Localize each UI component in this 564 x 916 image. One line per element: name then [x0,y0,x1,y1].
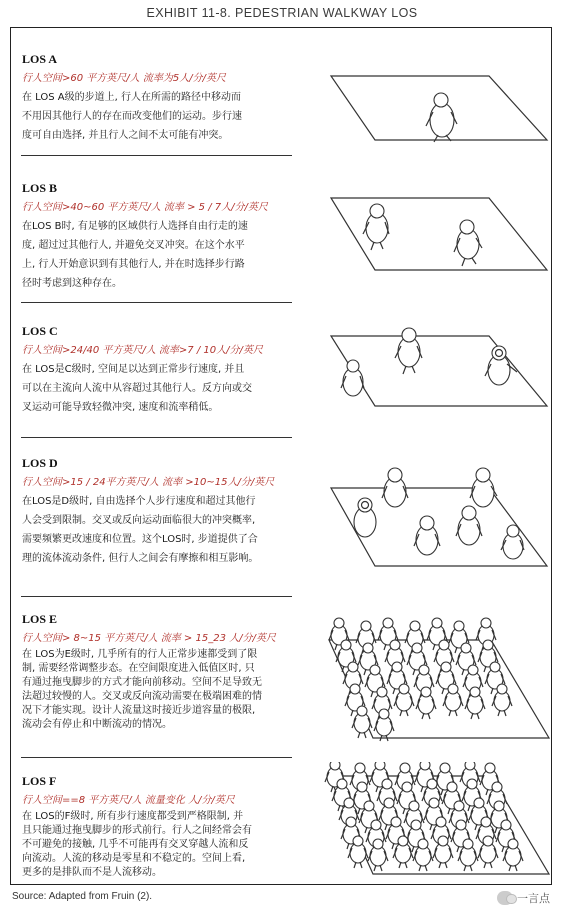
los-f-illustration [323,762,555,880]
section-divider [21,757,292,758]
desc-line: 有通过拖曳脚步的方式才能向前移动。空间不足导致无 [22,677,262,688]
los-description [22,360,302,417]
los-description [22,810,302,880]
desc-line: 理的流体流动条件, 但行人之间会有摩擦和相互影响。 [22,553,259,564]
desc-line: 可以在主流向人流中从容超过其他行人。反方向或交 [22,383,252,394]
chat-icon [497,891,513,905]
pedestrian-figure [354,498,376,537]
pedestrian-figure [454,220,482,266]
pedestrian-figure [382,468,408,507]
watermark-text: 一言点 [517,892,550,905]
section-divider [21,302,292,303]
pedestrian-figure [341,360,364,396]
los-description [22,492,302,568]
pedestrian-figure [470,468,497,507]
pedestrian-figure [363,204,389,250]
los-metric: 行人空间==8 平方英尺/人 流量变化 人/分/英尺 [22,795,235,806]
los-e-illustration [323,614,555,746]
section-divider [21,437,292,438]
exhibit-title: EXHIBIT 11-8. PEDESTRIAN WALKWAY LOS [146,6,418,20]
desc-line: 向流动。人流的移动是零星和不稳定的。空间上看, [22,853,246,864]
source-note: Source: Adapted from Fruin (2). [12,891,153,902]
desc-line: 人会受到限制。交叉或反向运动面临很大的冲突概率, [22,515,256,526]
desc-line: 在 LOS的F级时, 所有步行速度都受到严格限制, 并 [22,811,244,822]
desc-line: 在 LOS是C级时, 空间足以达到正常步行速度, 并且 [22,364,245,375]
los-heading: LOS B [22,181,58,195]
pedestrian-figure [416,687,436,719]
desc-line: 更多的是排队而不是人流移动。 [22,867,162,878]
desc-line: 度可自由选择, 并且行人之间不太可能有冲突。 [22,130,229,141]
los-heading: LOS F [22,774,57,788]
pedestrian-figure [414,516,440,555]
los-heading: LOS E [22,612,58,626]
desc-line: 需要频繁更改速度和位置。这个LOS时, 步道提供了合 [22,534,258,545]
desc-line: 不用因其他行人的存在而改变他们的运动。步行速 [22,111,242,122]
desc-line: 况下才能实现。设计人流量这时接近步道容量的极限, [22,705,256,716]
watermark [497,890,550,906]
walkway-surface [331,336,547,406]
los-metric: 行人空间>24/40 平方英尺/人 流率>7 / 10人/分/英尺 [22,345,263,356]
los-description [22,88,302,145]
los-heading: LOS A [22,52,58,66]
desc-line: 流动会有停止和中断流动的情况。 [22,719,172,730]
pedestrian-figure [456,506,482,545]
desc-line: 径时考虑到这种存在。 [22,278,122,289]
desc-line: 上, 行人开始意识到有其他行人, 并在时选择步行路 [22,259,245,270]
los-metric: 行人空间> 8~15 平方英尺/人 流率 > 15_23 人/分/英尺 [22,633,276,644]
pedestrian-figure [465,687,485,719]
desc-line: 在 LOS A级的步道上, 行人在所需的路径中移动而 [22,92,241,103]
pedestrian-figure [374,709,394,741]
desc-line: 在LOS B时, 有足够的区域供行人选择自由行走的速 [22,221,248,232]
desc-line: 不可避免的接触, 几乎不可能再有交叉穿越人流和反 [22,839,249,850]
desc-line: 法超过较慢的人。交叉或反向流动需要在极端困难的情 [22,691,262,702]
desc-line: 在LOS是D级时, 自由选择个人步行速度和超过其他行 [22,496,256,507]
los-a-illustration [323,60,555,148]
los-metric: 行人空间>60 平方英尺/人 流率为5人/分/英尺 [22,73,226,84]
los-metric: 行人空间>40~60 平方英尺/人 流率 > 5 / 7人/分/英尺 [22,202,268,213]
section-divider [21,155,292,156]
section-divider [21,596,292,597]
pedestrian-figure [426,93,457,142]
los-b-illustration [323,188,555,278]
desc-line: 且只能通过拖曳脚步的形式前行。行人之间经常会有 [22,825,252,836]
pedestrian-figure [485,346,517,385]
pedestrian-figure [395,328,422,374]
desc-line: 制, 需要经常调整步态。在空间限度进入低值区时, 只 [22,663,255,674]
desc-line: 度, 超过过其他行人, 并避免交叉冲突。在这个水平 [22,240,245,251]
los-metric: 行人空间>15 / 24平方英尺/人 流率 >10~15人/分/英尺 [22,477,275,488]
los-c-illustration [323,318,555,414]
los-heading: LOS C [22,324,58,338]
desc-line: 叉运动可能导致轻微冲突, 速度和流率稍低。 [22,402,219,413]
desc-line: 在 LOS为E级时, 几乎所有的行人正常步速都受到了限 [22,649,258,660]
los-description [22,217,302,293]
los-description [22,648,302,732]
los-d-illustration [323,462,555,574]
los-heading: LOS D [22,456,58,470]
